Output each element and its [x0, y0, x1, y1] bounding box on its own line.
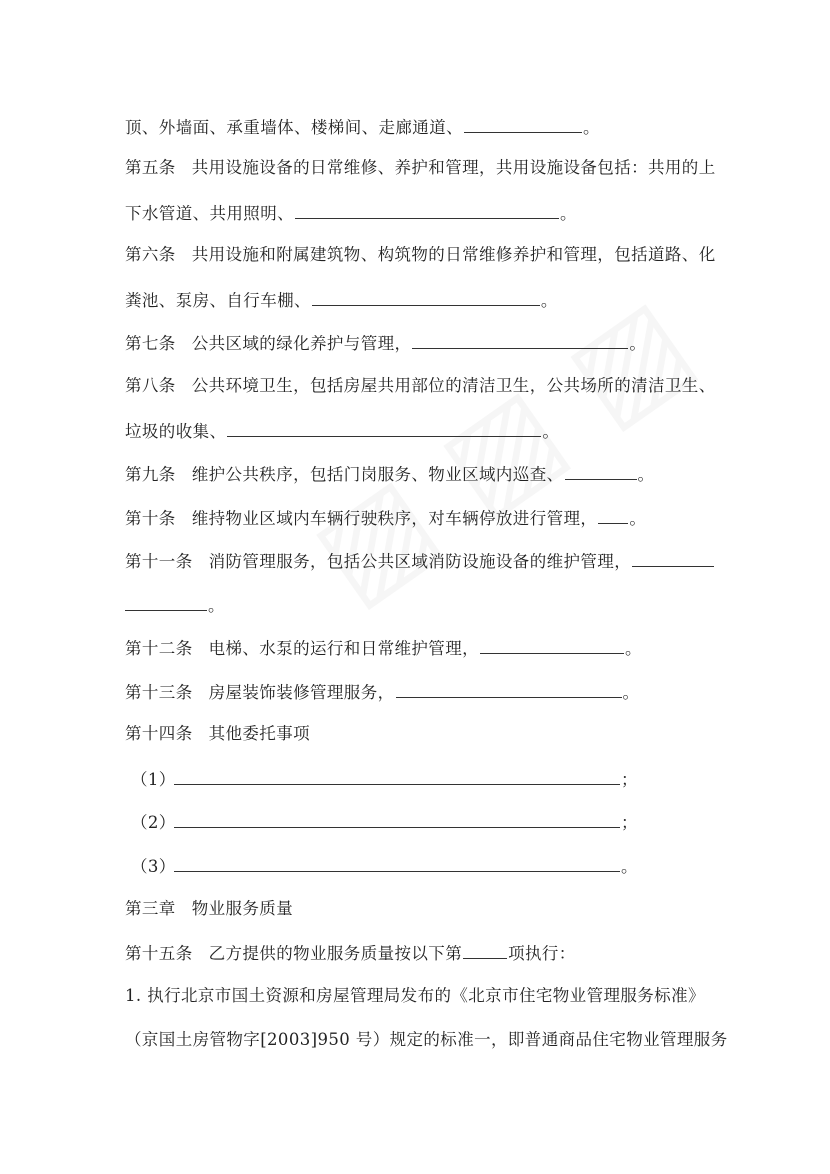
line-text: 粪池、泵房、自行车棚、 [125, 291, 311, 310]
fill-in-blank[interactable] [632, 548, 714, 567]
line-text: 维护公共秩序，包括门岗服务、物业区域内巡查、 [191, 465, 564, 484]
watermark [288, 271, 715, 628]
article-number: 第九条 [125, 465, 176, 484]
article-11 [125, 548, 715, 574]
line-text: 。 [542, 422, 560, 441]
line-text: 。 [622, 683, 640, 702]
line-text: 共用设施设备的日常维修、养护和管理，共用设施设备包括：共用的上 [191, 158, 716, 177]
line-text: 。 [629, 509, 647, 528]
article-13 [125, 679, 639, 705]
line-1 [125, 114, 600, 140]
item-label: （3） [131, 857, 176, 876]
line-text: 顶、外墙面、承重墙体、楼梯间、走廊通道、 [125, 118, 463, 137]
line-text: ； [621, 813, 638, 832]
line-text: 。 [637, 465, 655, 484]
article-10 [125, 505, 646, 531]
line-8 [125, 418, 559, 444]
line-text: 电梯、水泵的运行和日常维护管理， [208, 639, 480, 658]
line-text: 维持物业区域内车辆行驶秩序，对车辆停放进行管理， [191, 509, 598, 528]
fill-in-blank[interactable] [598, 505, 628, 524]
fill-in-blank[interactable] [227, 418, 541, 437]
line-text: 共用设施和附属建筑物、构筑物的日常维修养护和管理，包括道路、化 [191, 245, 716, 264]
line-text: 。 [625, 639, 642, 658]
item-3 [131, 853, 638, 879]
article-14 [125, 722, 310, 746]
fill-in-blank[interactable] [125, 592, 207, 611]
article-9 [125, 461, 654, 487]
line-text: 。 [629, 334, 647, 353]
article-8 [125, 374, 716, 398]
line-text: 。 [540, 291, 558, 310]
fill-in-blank[interactable] [464, 114, 582, 133]
line-3 [125, 200, 577, 226]
article-number: 第十条 [125, 509, 176, 528]
line-text: 。 [583, 118, 600, 137]
standard-1-line-1 [125, 984, 705, 1008]
article-7 [125, 330, 646, 356]
line-text: 。 [560, 204, 577, 223]
line-text: 下水管道、共用照明、 [125, 204, 294, 223]
chapter-title: 物业服务质量 [191, 899, 294, 918]
item-label: （1） [131, 770, 176, 789]
line-text: 项执行： [508, 944, 576, 963]
line-5 [125, 287, 558, 313]
article-number: 第十五条 [125, 944, 193, 963]
fill-in-blank[interactable] [463, 940, 507, 959]
article-number: 第五条 [125, 158, 176, 177]
article-6 [125, 243, 716, 267]
article-number: 第六条 [125, 245, 176, 264]
fill-in-blank[interactable] [412, 330, 628, 349]
article-number: 第八条 [125, 376, 176, 395]
article-number: 第十四条 [125, 724, 193, 743]
line-text: ； [621, 770, 638, 789]
line-12 [125, 592, 225, 618]
line-text: 其他委托事项 [208, 724, 311, 743]
line-text: 乙方提供的物业服务质量按以下第 [208, 944, 463, 963]
fill-in-blank[interactable] [174, 766, 620, 785]
line-text: 。 [621, 857, 638, 876]
item-1 [131, 766, 638, 792]
line-text: 。 [208, 596, 225, 615]
fill-in-blank[interactable] [174, 853, 620, 872]
article-5 [125, 156, 716, 180]
standard-1-line-2 [125, 1028, 728, 1052]
item-2 [131, 809, 638, 835]
line-text: 公共环境卫生，包括房屋共用部位的清洁卫生，公共场所的清洁卫生、 [191, 376, 716, 395]
chapter-3-heading [125, 897, 293, 921]
fill-in-blank[interactable] [480, 635, 624, 654]
fill-in-blank[interactable] [295, 200, 559, 219]
fill-in-blank[interactable] [312, 287, 540, 306]
article-number: 第十三条 [125, 683, 193, 702]
line-text: 消防管理服务，包括公共区域消防设施设备的维护管理， [208, 552, 632, 571]
line-text: 1. 执行北京市国土资源和房屋管理局发布的《北京市住宅物业管理服务标准》 [125, 986, 705, 1005]
article-12 [125, 635, 642, 661]
line-text: 房屋装饰装修管理服务， [208, 683, 395, 702]
article-number: 第七条 [125, 334, 176, 353]
article-number: 第十二条 [125, 639, 193, 658]
line-text: 公共区域的绿化养护与管理， [191, 334, 412, 353]
line-text: 垃圾的收集、 [125, 422, 227, 441]
chapter-number: 第三章 [125, 899, 176, 918]
fill-in-blank[interactable] [565, 461, 637, 480]
line-text: （京国土房管物字[2003]950 号）规定的标准一，即普通商品住宅物业管理服务 [125, 1030, 728, 1049]
fill-in-blank[interactable] [174, 809, 620, 828]
fill-in-blank[interactable] [396, 679, 622, 698]
article-number: 第十一条 [125, 552, 193, 571]
item-label: （2） [131, 813, 176, 832]
article-15 [125, 940, 576, 966]
